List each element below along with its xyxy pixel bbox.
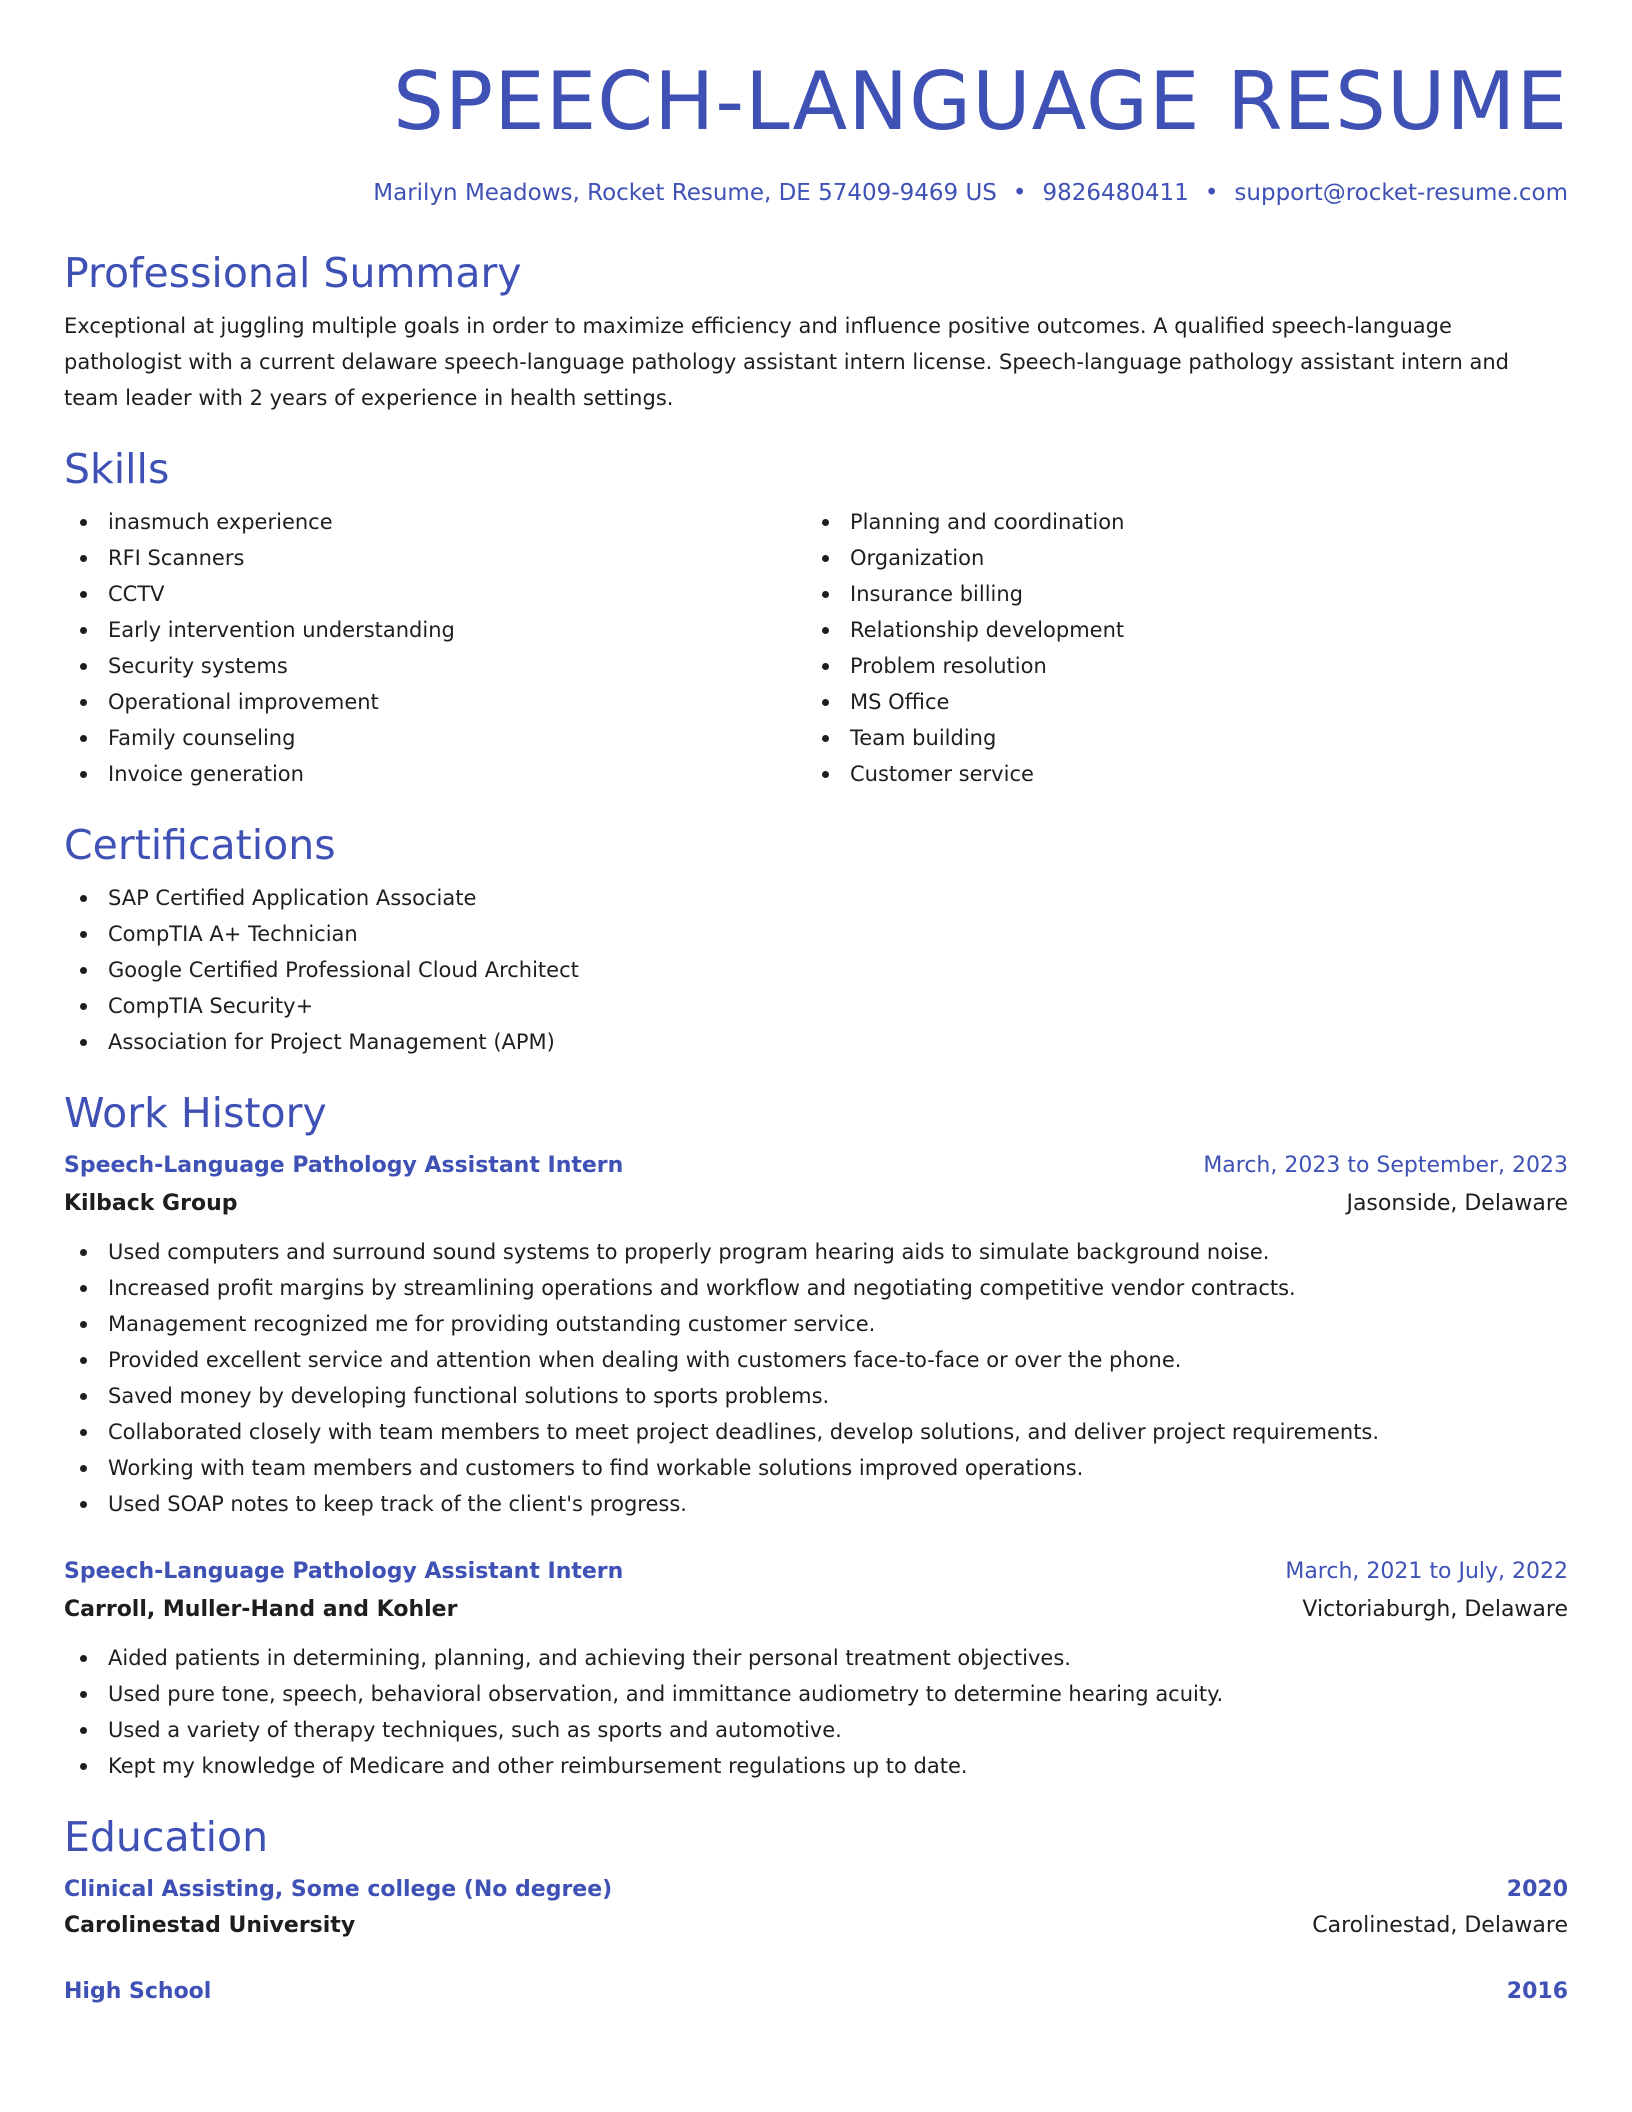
job-bullet: Kept my knowledge of Medicare and other reimbursement regulations up to date. [64,1748,1568,1784]
education-school: Carolinestad University [64,1913,356,1938]
summary-heading: Professional Summary [64,249,522,297]
education-location: Carolinestad, Delaware [1312,1913,1568,1938]
certifications-section [64,820,1568,1060]
job-company: Kilback Group [64,1191,238,1216]
skill-item: MS Office [806,684,1548,720]
certification-item: SAP Certified Application Associate [64,880,1568,916]
education-subheader [64,1908,1568,1944]
skill-item: Invoice generation [64,756,806,792]
job-title: Speech-Language Pathology Assistant Intern [64,1559,624,1584]
contact-separator: • [1012,180,1027,206]
education-heading: Education [64,1813,269,1861]
job-header [64,1554,1568,1590]
education-section [64,1812,1568,2010]
skill-item: Relationship development [806,612,1548,648]
skill-item: Team building [806,720,1548,756]
contact-email: support@rocket-resume.com [1234,180,1568,206]
education-degree: High School [64,1979,212,2004]
job-bullet: Working with team members and customers to find workable solutions improved operations. [64,1450,1568,1486]
certifications-list [64,880,1568,1060]
job-title: Speech-Language Pathology Assistant Intern [64,1153,624,1178]
skills-list-left [64,504,806,792]
skills-grid [64,504,1568,792]
job-bullet: Management recognized me for providing outstanding customer service. [64,1306,1568,1342]
education-year: 2016 [1506,1979,1568,2004]
skill-item: Problem resolution [806,648,1548,684]
contact-phone: 9826480411 [1042,180,1189,206]
job-bullet: Saved money by developing functional solutions to sports problems. [64,1378,1568,1414]
job-dates: March, 2023 to September, 2023 [1203,1153,1568,1178]
job-subheader [64,1590,1568,1630]
skill-item: Operational improvement [64,684,806,720]
job-entry [64,1554,1568,1784]
job-bullets [64,1640,1568,1784]
education-header [64,1872,1568,1908]
job-entry [64,1148,1568,1522]
education-degree: Clinical Assisting, Some college (No degree) [64,1877,613,1902]
job-company: Carroll, Muller-Hand and Kohler [64,1597,458,1622]
certification-item: CompTIA Security+ [64,988,1568,1024]
skills-list-right [806,504,1548,792]
contact-address: Marilyn Meadows, Rocket Resume, DE 57409-9469 US [373,180,997,206]
job-bullet: Provided excellent service and attention when dealing with customers face-to-face or over the phone. [64,1342,1568,1378]
job-bullet: Increased profit margins by streamlining operations and workflow and negotiating competitive vendor contracts. [64,1270,1568,1306]
job-bullet: Collaborated closely with team members to meet project deadlines, develop solutions, and deliver project requirements. [64,1414,1568,1450]
certifications-heading: Certifications [64,821,336,869]
education-entry [64,1974,1568,2010]
certification-item: CompTIA A+ Technician [64,916,1568,952]
skill-item: Security systems [64,648,806,684]
skill-item: CCTV [64,576,806,612]
job-bullets [64,1234,1568,1522]
work-history-section [64,1088,1568,1784]
education-year: 2020 [1506,1877,1568,1902]
job-bullet: Aided patients in determining, planning, and achieving their personal treatment objectives. [64,1640,1568,1676]
skill-item: Early intervention understanding [64,612,806,648]
skills-heading: Skills [64,445,170,493]
job-subheader [64,1184,1568,1224]
skill-item: RFI Scanners [64,540,806,576]
job-bullet: Used SOAP notes to keep track of the client's progress. [64,1486,1568,1522]
contact-separator: • [1204,180,1219,206]
summary-section [64,248,1568,416]
skill-item: Customer service [806,756,1548,792]
job-header [64,1148,1568,1184]
job-bullet: Used pure tone, speech, behavioral observation, and immittance audiometry to determine hearing acuity. [64,1676,1568,1712]
contact-line [64,178,1568,208]
job-bullet: Used a variety of therapy techniques, such as sports and automotive. [64,1712,1568,1748]
job-location: Victoriaburgh, Delaware [1302,1597,1568,1622]
job-dates: March, 2021 to July, 2022 [1285,1559,1568,1584]
skill-item: Family counseling [64,720,806,756]
skills-section [64,444,1568,792]
summary-text: Exceptional at juggling multiple goals in order to maximize efficiency and influence positive outcomes. A qualified speech-language pathologist with a current delaware speech-language pathology assistant intern license. Speech-language pathology assistant intern and team leader with 2 years of experience in health settings. [64,314,1509,410]
job-bullet: Used computers and surround sound systems to properly program hearing aids to simulate background noise. [64,1234,1568,1270]
resume-title: SPEECH-LANGUAGE RESUME [393,55,1568,148]
certification-item: Association for Project Management (APM) [64,1024,1568,1060]
skill-item: Planning and coordination [806,504,1548,540]
education-header [64,1974,1568,2010]
education-entry [64,1872,1568,1944]
certification-item: Google Certified Professional Cloud Architect [64,952,1568,988]
skill-item: inasmuch experience [64,504,806,540]
work-history-heading: Work History [64,1089,327,1137]
skill-item: Organization [806,540,1548,576]
job-location: Jasonside, Delaware [1346,1191,1568,1216]
skill-item: Insurance billing [806,576,1548,612]
